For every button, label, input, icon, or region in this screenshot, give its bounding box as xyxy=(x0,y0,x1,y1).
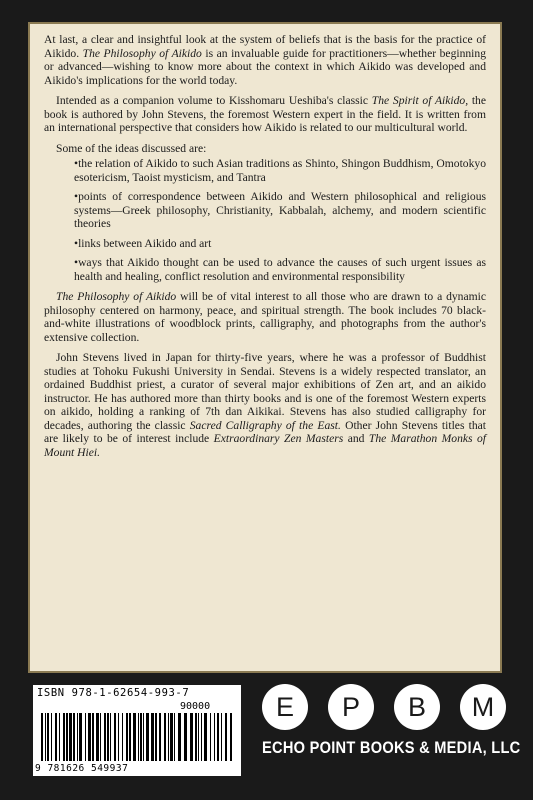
logo-letter-b: B xyxy=(394,684,440,730)
barcode-label xyxy=(33,685,241,776)
logo-letter-p: P xyxy=(328,684,374,730)
logo-letter-e: E xyxy=(262,684,308,730)
ideas-intro: Some of the ideas discussed are: xyxy=(56,141,207,155)
barcode-number: 9 781626 549937 xyxy=(35,763,129,774)
publisher-name: ECHO POINT BOOKS & MEDIA, LLC xyxy=(262,738,521,757)
idea-item: • points of correspondence between Aikido and Western philosophical and religious systems—Greek philosophy, Christianity, Kabbalah, alchemy, and modern scientific theories xyxy=(74,190,486,231)
barcode-bars xyxy=(41,713,235,761)
author-bio: John Stevens lived in Japan for thirty-five years, where he was a professor of Buddhist studies at Tohoku Fukushi University in Sendai. Stevens is a widely respected translator, an ordained Buddhist priest, a curator of several major exhibitions of Zen art, and an aikido instructor. He has authored more than thirty books and is one of the foremost Western experts on aikido, holding a ranking of 7th dan Aikikai. Stevens has also studied calligraphy for decades, authoring the classic Sacred Calligraphy of the East. Other John Stevens titles that are likely to be of interest include Extraordinary Zen Masters and The Marathon Monks of Mount Hiei. xyxy=(44,351,487,459)
isbn-text: ISBN 978-1-62654-993-7 xyxy=(37,687,190,699)
blurb-paragraph-1: At last, a clear and insightful look at the system of beliefs that is the basis for the practice of Aikido. The Philosophy of Aikido is an invaluable guide for practitioners—whether beginning or advanced—wishing to know more about the context in which Aikido was developed and Aikido's implications for the world today. xyxy=(44,33,486,87)
publisher-logo xyxy=(262,684,522,784)
blurb-paragraph-2: Intended as a companion volume to Kisshomaru Ueshiba's classic The Spirit of Aikido, the book is authored by John Stevens, the foremost Western expert in the field. It is written from an international perspective that considers how Aikido is related to our multicultural world. xyxy=(44,94,487,134)
price-code: 90000 xyxy=(180,701,211,712)
idea-item: • the relation of Aikido to such Asian traditions as Shinto, Shingon Buddhism, Omotokyo esotericism, Taoist mysticism, and Tantra xyxy=(74,157,486,184)
idea-item: • links between Aikido and art xyxy=(74,237,486,251)
blurb-paragraph-3: The Philosophy of Aikido will be of vital interest to all those who are drawn to a dynamic philosophy centered on harmony, peace, and spiritual strength. The book includes 70 black-and-white illustrations of woodblock prints, calligraphy, and photographs from the author's extensive collection. xyxy=(44,290,486,344)
ideas-list xyxy=(44,157,486,283)
idea-item: • ways that Aikido thought can be used to advance the causes of such urgent issues as health and healing, conflict resolution and environmental responsibility xyxy=(74,256,486,283)
back-cover-blurb xyxy=(28,22,502,673)
logo-letter-m: M xyxy=(460,684,506,730)
